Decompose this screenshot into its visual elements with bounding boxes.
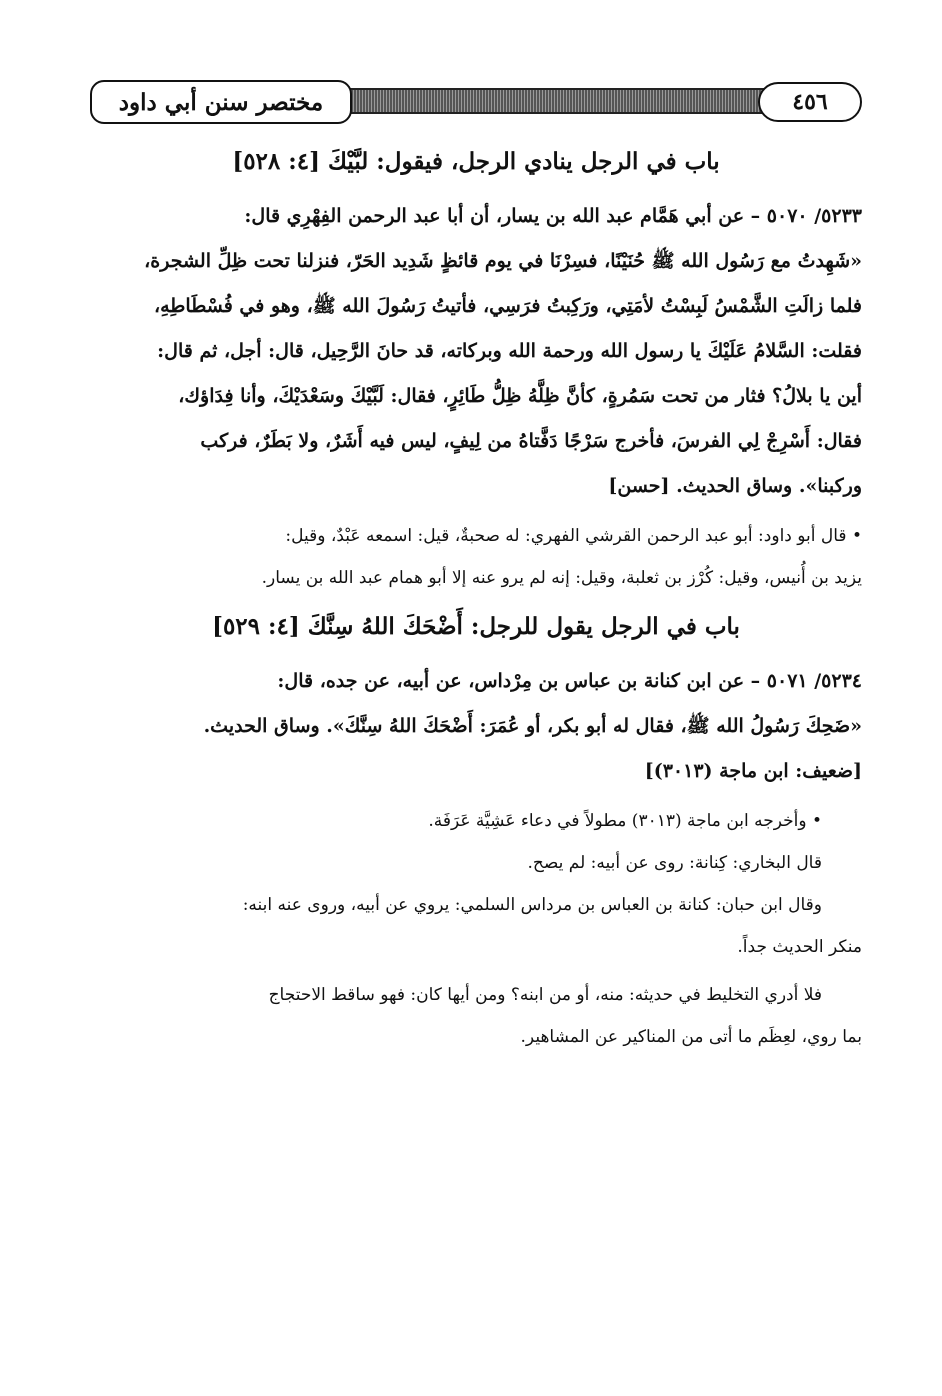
chapter-title-1: باب في الرجل ينادي الرجل، فيقول: لبَّيْكَ [٤: ٥٢٨] <box>232 148 720 175</box>
hadith-line: «شَهِدتُ مع رَسُول الله ﷺ حُنَيْنًا، فسِرْنَا في يوم قائظٍ شَدِيد الحَرّ، فنزلنا تحت ظِلِّ الشجرة، <box>144 250 862 272</box>
hadith-5070 <box>90 194 862 509</box>
hadith-line: وركبنا». وساق الحديث. [حسن] <box>608 475 862 497</box>
chapter-title-2: باب في الرجل يقول للرجل: أَضْحَكَ اللهُ سِنَّكَ [٤: ٥٢٩] <box>212 613 740 640</box>
hadith-5071 <box>90 659 862 794</box>
commentary-line: • وأخرجه ابن ماجة (٣٠١٣) مطولاً في دعاء عَشِيَّة عَرَفَة. <box>428 811 822 831</box>
commentary-1 <box>90 515 862 599</box>
commentary-line: قال البخاري: كِنانة: روى عن أبيه: لم يصح. <box>527 853 822 873</box>
hadith-line: «ضَحِكَ رَسُولُ الله ﷺ، فقال له أبو بكر، أو عُمَرَ: أَضْحَكَ اللهُ سِنَّكَ». وساق الحديث. <box>203 715 862 737</box>
book-title: مختصر سنن أبي داود <box>90 80 352 124</box>
hadith-grade: [ضعيف: ابن ماجة (٣٠١٣)] <box>644 760 862 782</box>
commentary-line: منكر الحديث جداً. <box>737 937 862 957</box>
hadith-line: ٥٢٣٤/ ٥٠٧١ – عن ابن كنانة بن عباس بن مِرْداس، عن أبيه، عن جده، قال: <box>277 670 862 692</box>
header-decorative-band <box>330 88 774 114</box>
page-number: ٤٥٦ <box>758 82 862 122</box>
hadith-line: فقلت: السَّلامُ عَلَيْكَ يا رسول الله ورحمة الله وبركاته، قد حانَ الرَّحِيل، قال: أجل، ثم قال: <box>157 340 862 362</box>
commentary-line: • قال أبو داود: أبو عبد الرحمن القرشي الفهري: له صحبةٌ، قيل: اسمعه عَبْدٌ، وقيل: <box>285 526 862 546</box>
page <box>90 78 862 1278</box>
hadith-line: فقال: أَسْرِجْ لِي الفرسَ، فأخرج سَرْجًا دَفَّتاهُ من لِيفٍ، ليس فيه أَشَرٌ، ولا بَطَرٌ، فركب <box>200 430 862 452</box>
commentary-2 <box>90 800 862 1058</box>
commentary-line: وقال ابن حبان: كنانة بن العباس بن مرداس السلمي: يروي عن أبيه، وروى عنه ابنه: <box>242 895 822 915</box>
commentary-line: بما روي، لعِظَم ما أتى من المناكير عن المشاهير. <box>520 1027 862 1047</box>
hadith-line: ٥٢٣٣/ ٥٠٧٠ – عن أبي هَمَّام عبد الله بن يسار، أن أبا عبد الرحمن الفِهْرِي قال: <box>244 205 862 227</box>
commentary-line: فلا أدري التخليط في حديثه: منه، أو من ابنه؟ ومن أيها كان: فهو ساقط الاحتجاج <box>268 985 822 1005</box>
commentary-line: يزيد بن أُنيس، وقيل: كُرْز بن ثعلبة، وقيل: إنه لم يرو عنه إلا أبو همام عبد الله بن يسار. <box>261 568 862 588</box>
page-header <box>90 78 862 126</box>
hadith-line: أين يا بلالُ؟ فثار من تحت سَمُرةٍ، كأنَّ ظِلَّهُ ظِلُّ طَائِرٍ، فقال: لَبَّيْكَ وسَعْدَيْكَ، وأنا فِدَاؤك، <box>178 385 862 407</box>
hadith-line: فلما زالَتِ الشَّمْسُ لَبِسْتُ لأمَتِي، ورَكِبتُ فرَسِي، فأتيتُ رَسُولَ الله ﷺ، وهو في فُسْطَاطِهِ، <box>153 295 862 317</box>
